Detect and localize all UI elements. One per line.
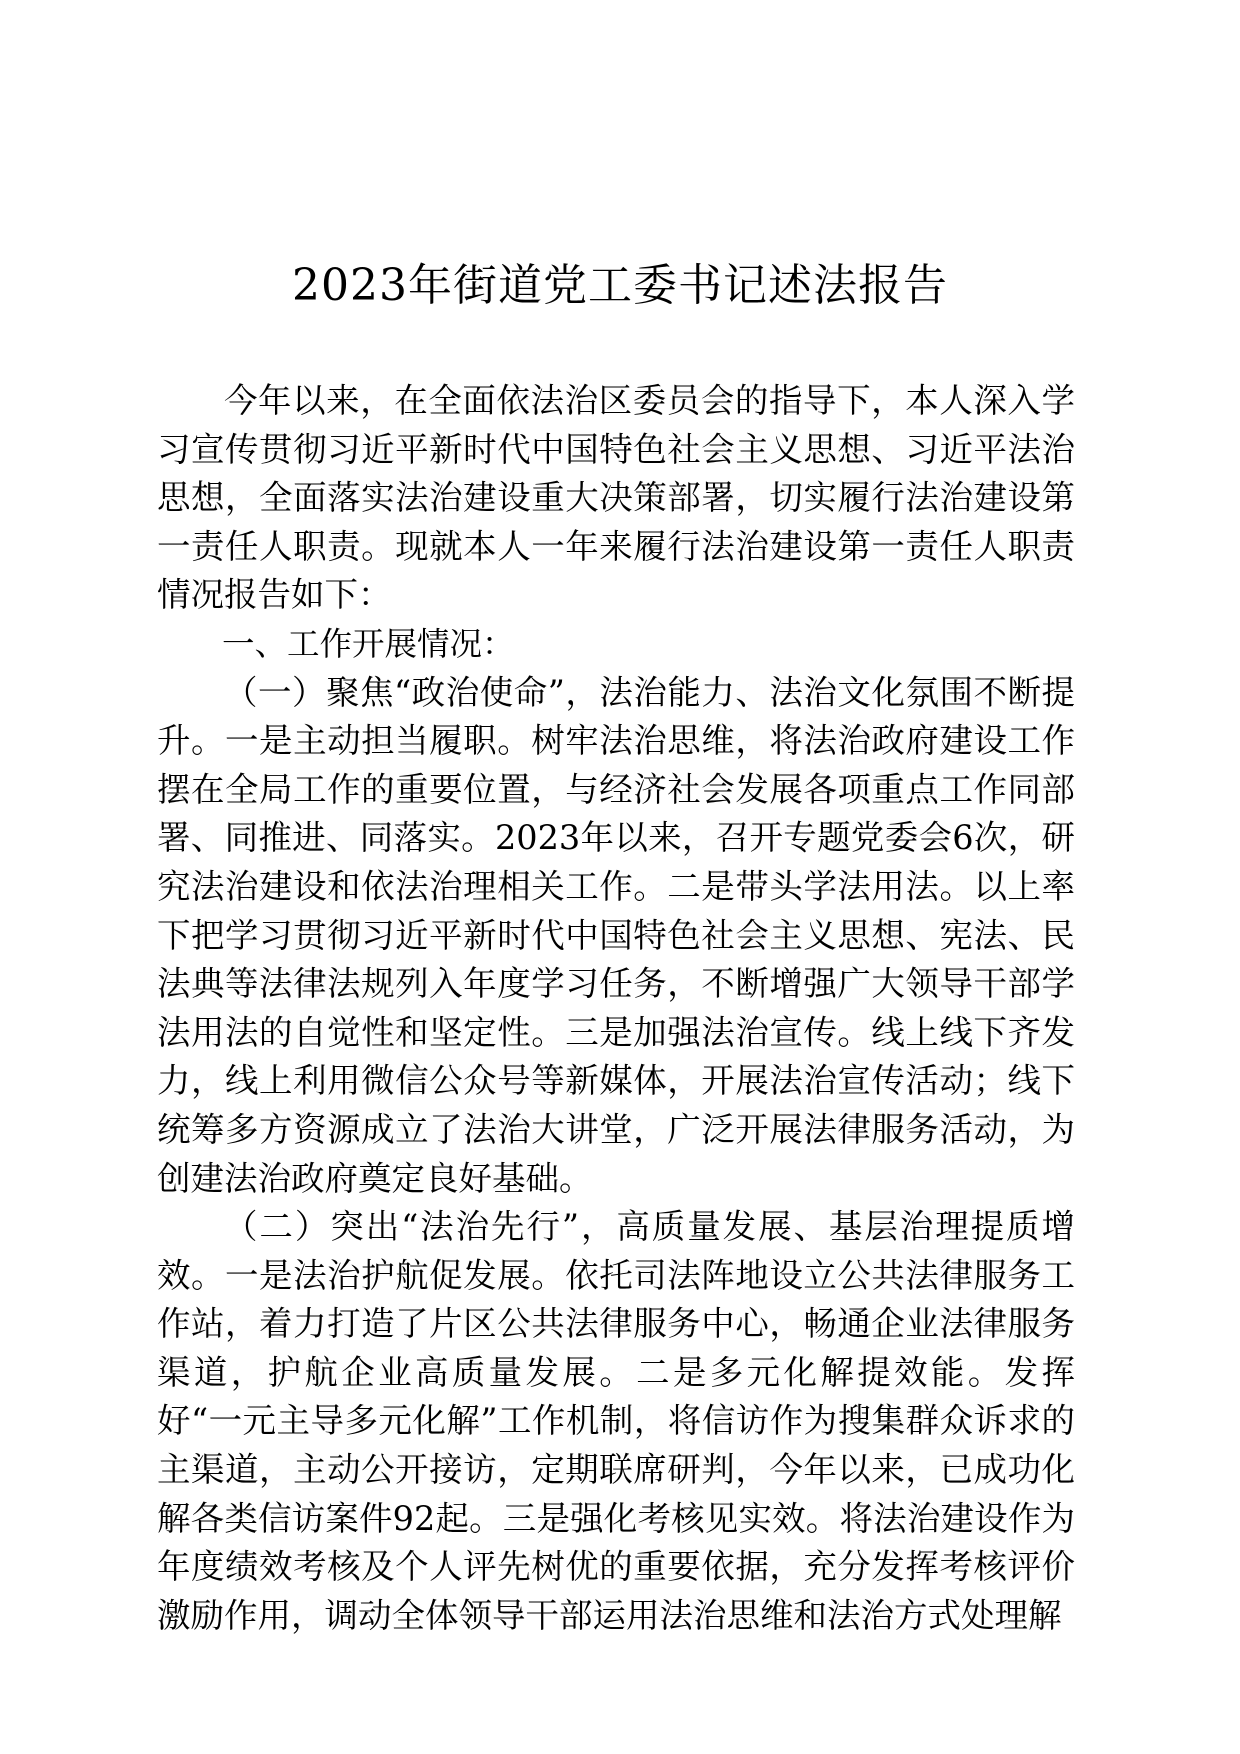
document-body bbox=[157, 377, 1075, 1640]
section-heading: 一、工作开展情况： bbox=[222, 624, 515, 663]
document-title: 2023年街道党工委书记述法报告 bbox=[292, 260, 948, 311]
section-2-paragraph: （二）突出“法治先行”，高质量发展、基层治理提质增效。一是法治护航促发展。依托司法阵地设立公共法律服务工作站，着力打造了片区公共法律服务中心，畅通企业法律服务渠道，护航企业高质量发展。二是多元化解提效能。发挥好“一元主导多元化解”工作机制，将信访作为搜集群众诉求的主渠道，主动公开接访，定期联席研判，今年以来，已成功化解各类信访案件92起。三是强化考核见实效。将法治建设作为年度绩效考核及个人评先树优的重要依据，充分发挥考核评价激励作用，调动全体领导干部运用法治思维和法治方式处理解 bbox=[157, 1207, 1075, 1635]
section-1-paragraph: （一）聚焦“政治使命”，法治能力、法治文化氛围不断提升。一是主动担当履职。树牢法治思维，将法治政府建设工作摆在全局工作的重要位置，与经济社会发展各项重点工作同部署、同推进、同落实。2023年以来，召开专题党委会6次，研究法治建设和依法治理相关工作。二是带头学法用法。以上率下把学习贯彻习近平新时代中国特色社会主义思想、宪法、民法典等法律法规列入年度学习任务，不断增强广大领导干部学法用法的自觉性和坚定性。三是加强法治宣传。线上线下齐发力，线上利用微信公众号等新媒体，开展法治宣传活动；线下统筹多方资源成立了法治大讲堂，广泛开展法律服务活动，为创建法治政府奠定良好基础。 bbox=[157, 672, 1075, 1198]
intro-paragraph: 今年以来，在全面依法治区委员会的指导下，本人深入学习宣传贯彻习近平新时代中国特色社会主义思想、习近平法治思想，全面落实法治建设重大决策部署，切实履行法治建设第一责任人职责。现就本人一年来履行法治建设第一责任人职责情况报告如下： bbox=[157, 381, 1075, 615]
